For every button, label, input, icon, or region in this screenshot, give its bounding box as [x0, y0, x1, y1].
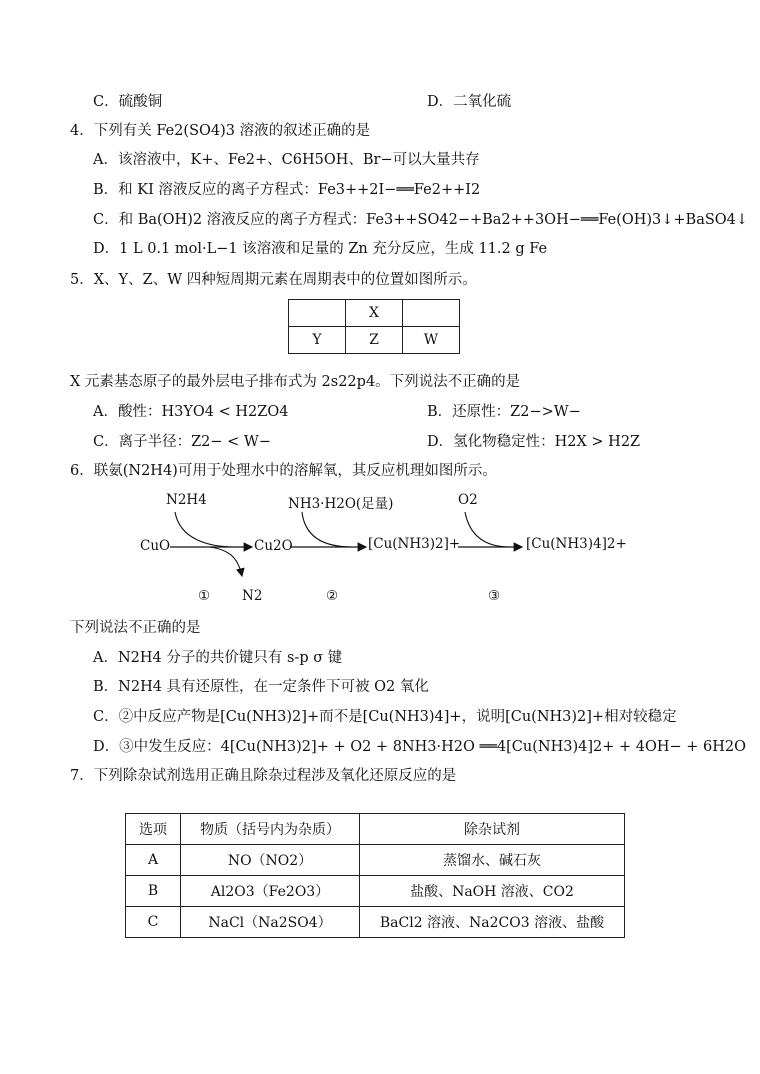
n2-curve: [210, 547, 242, 576]
row-b-option: B: [126, 876, 181, 907]
cell-r1c3: [403, 300, 460, 327]
o2-curve: [465, 512, 510, 547]
q5-option-a: A．酸性：H3YO4 < H2ZO4: [93, 404, 289, 420]
row-c-reagent: BaCl2 溶液、Na2CO3 溶液、盐酸: [360, 907, 625, 938]
label-complex2: [Cu(NH3)4]2+: [526, 536, 627, 552]
label-o2: O2: [458, 492, 478, 508]
q6-stem: 6．联氨(N2H4)可用于处理水中的溶解氧，其反应机理如图所示。: [70, 463, 497, 479]
q4-option-c: C．和 Ba(OH)2 溶液反应的离子方程式：Fe3++SO42−+Ba2++3OH−══Fe(OH)3↓+BaSO4↓: [93, 212, 749, 228]
q5-stem: 5．X、Y、Z、W 四种短周期元素在周期表中的位置如图所示。: [70, 272, 477, 288]
cell-r2c1: Y: [289, 327, 346, 354]
header-substance: 物质（括号内为杂质）: [181, 814, 360, 845]
q6-option-b: B．N2H4 具有还原性，在一定条件下可被 O2 氧化: [93, 679, 429, 695]
label-nh3: NH3·H2O(足量): [288, 496, 394, 512]
q4-stem: 4．下列有关 Fe2(SO4)3 溶液的叙述正确的是: [70, 123, 371, 139]
cell-r1c1: [289, 300, 346, 327]
q3-option-c: C．硫酸铜: [93, 94, 163, 110]
q6-option-c: C．②中反应产物是[Cu(NH3)2]+而不是[Cu(NH3)4]+，说明[Cu(NH3)2]+相对较稳定: [93, 709, 677, 725]
label-n2: N2: [242, 588, 263, 604]
reaction-scheme: [130, 488, 630, 613]
cell-r1c2: X: [346, 300, 403, 327]
row-a-option: A: [126, 845, 181, 876]
row-c-substance: NaCl（Na2SO4）: [181, 907, 360, 938]
q6-option-d: D．③中发生反应：4[Cu(NH3)2]+ + O2 + 8NH3·H2O ══4[Cu(NH3)4]2+ + 4OH− + 6H2O: [93, 739, 746, 755]
table-row: [126, 845, 625, 876]
q6-prompt: 下列说法不正确的是: [70, 620, 201, 636]
cell-r2c3: W: [403, 327, 460, 354]
label-n2h4: N2H4: [166, 492, 207, 508]
label-cuo: CuO: [140, 538, 171, 554]
q5-option-d: D．氢化物稳定性：H2X > H2Z: [427, 434, 641, 450]
step1-marker: ①: [198, 588, 211, 604]
purification-table: [125, 813, 625, 938]
q4-option-a: A．该溶液中，K+、Fe2+、C6H5OH、Br−可以大量共存: [93, 152, 480, 168]
q7-stem: 7．下列除杂试剂选用正确且除杂过程涉及氧化还原反应的是: [70, 768, 457, 784]
nh3-curve: [302, 512, 352, 547]
label-complex1: [Cu(NH3)2]+: [368, 536, 461, 552]
q4-option-b: B．和 KI 溶液反应的离子方程式：Fe3++2I−══Fe2++I2: [93, 182, 481, 198]
row-a-substance: NO（NO2）: [181, 845, 360, 876]
q5-info: X 元素基态原子的最外层电子排布式为 2s22p4。下列说法不正确的是: [70, 374, 521, 390]
table-row: [126, 876, 625, 907]
q5-option-c: C．离子半径：Z2− < W−: [93, 434, 271, 450]
periodic-table-fragment: [288, 299, 460, 354]
row-c-option: C: [126, 907, 181, 938]
q4-option-d: D．1 L 0.1 mol·L−1 该溶液和足量的 Zn 充分反应，生成 11.2 g Fe: [93, 241, 548, 257]
row-b-reagent: 盐酸、NaOH 溶液、CO2: [360, 876, 625, 907]
label-cu2o: Cu2O: [254, 538, 293, 554]
n2h4-curve: [175, 512, 235, 547]
header-option: 选项: [126, 814, 181, 845]
step3-marker: ③: [488, 588, 501, 604]
table-row: [126, 907, 625, 938]
table-header-row: [126, 814, 625, 845]
header-reagent: 除杂试剂: [360, 814, 625, 845]
row-a-reagent: 蒸馏水、碱石灰: [360, 845, 625, 876]
cell-r2c2: Z: [346, 327, 403, 354]
q5-option-b: B．还原性：Z2−>W−: [427, 404, 581, 420]
step2-marker: ②: [326, 588, 339, 604]
q6-option-a: A．N2H4 分子的共价键只有 s-p σ 键: [93, 650, 343, 666]
q3-option-d: D．二氧化硫: [427, 94, 512, 110]
row-b-substance: Al2O3（Fe2O3）: [181, 876, 360, 907]
